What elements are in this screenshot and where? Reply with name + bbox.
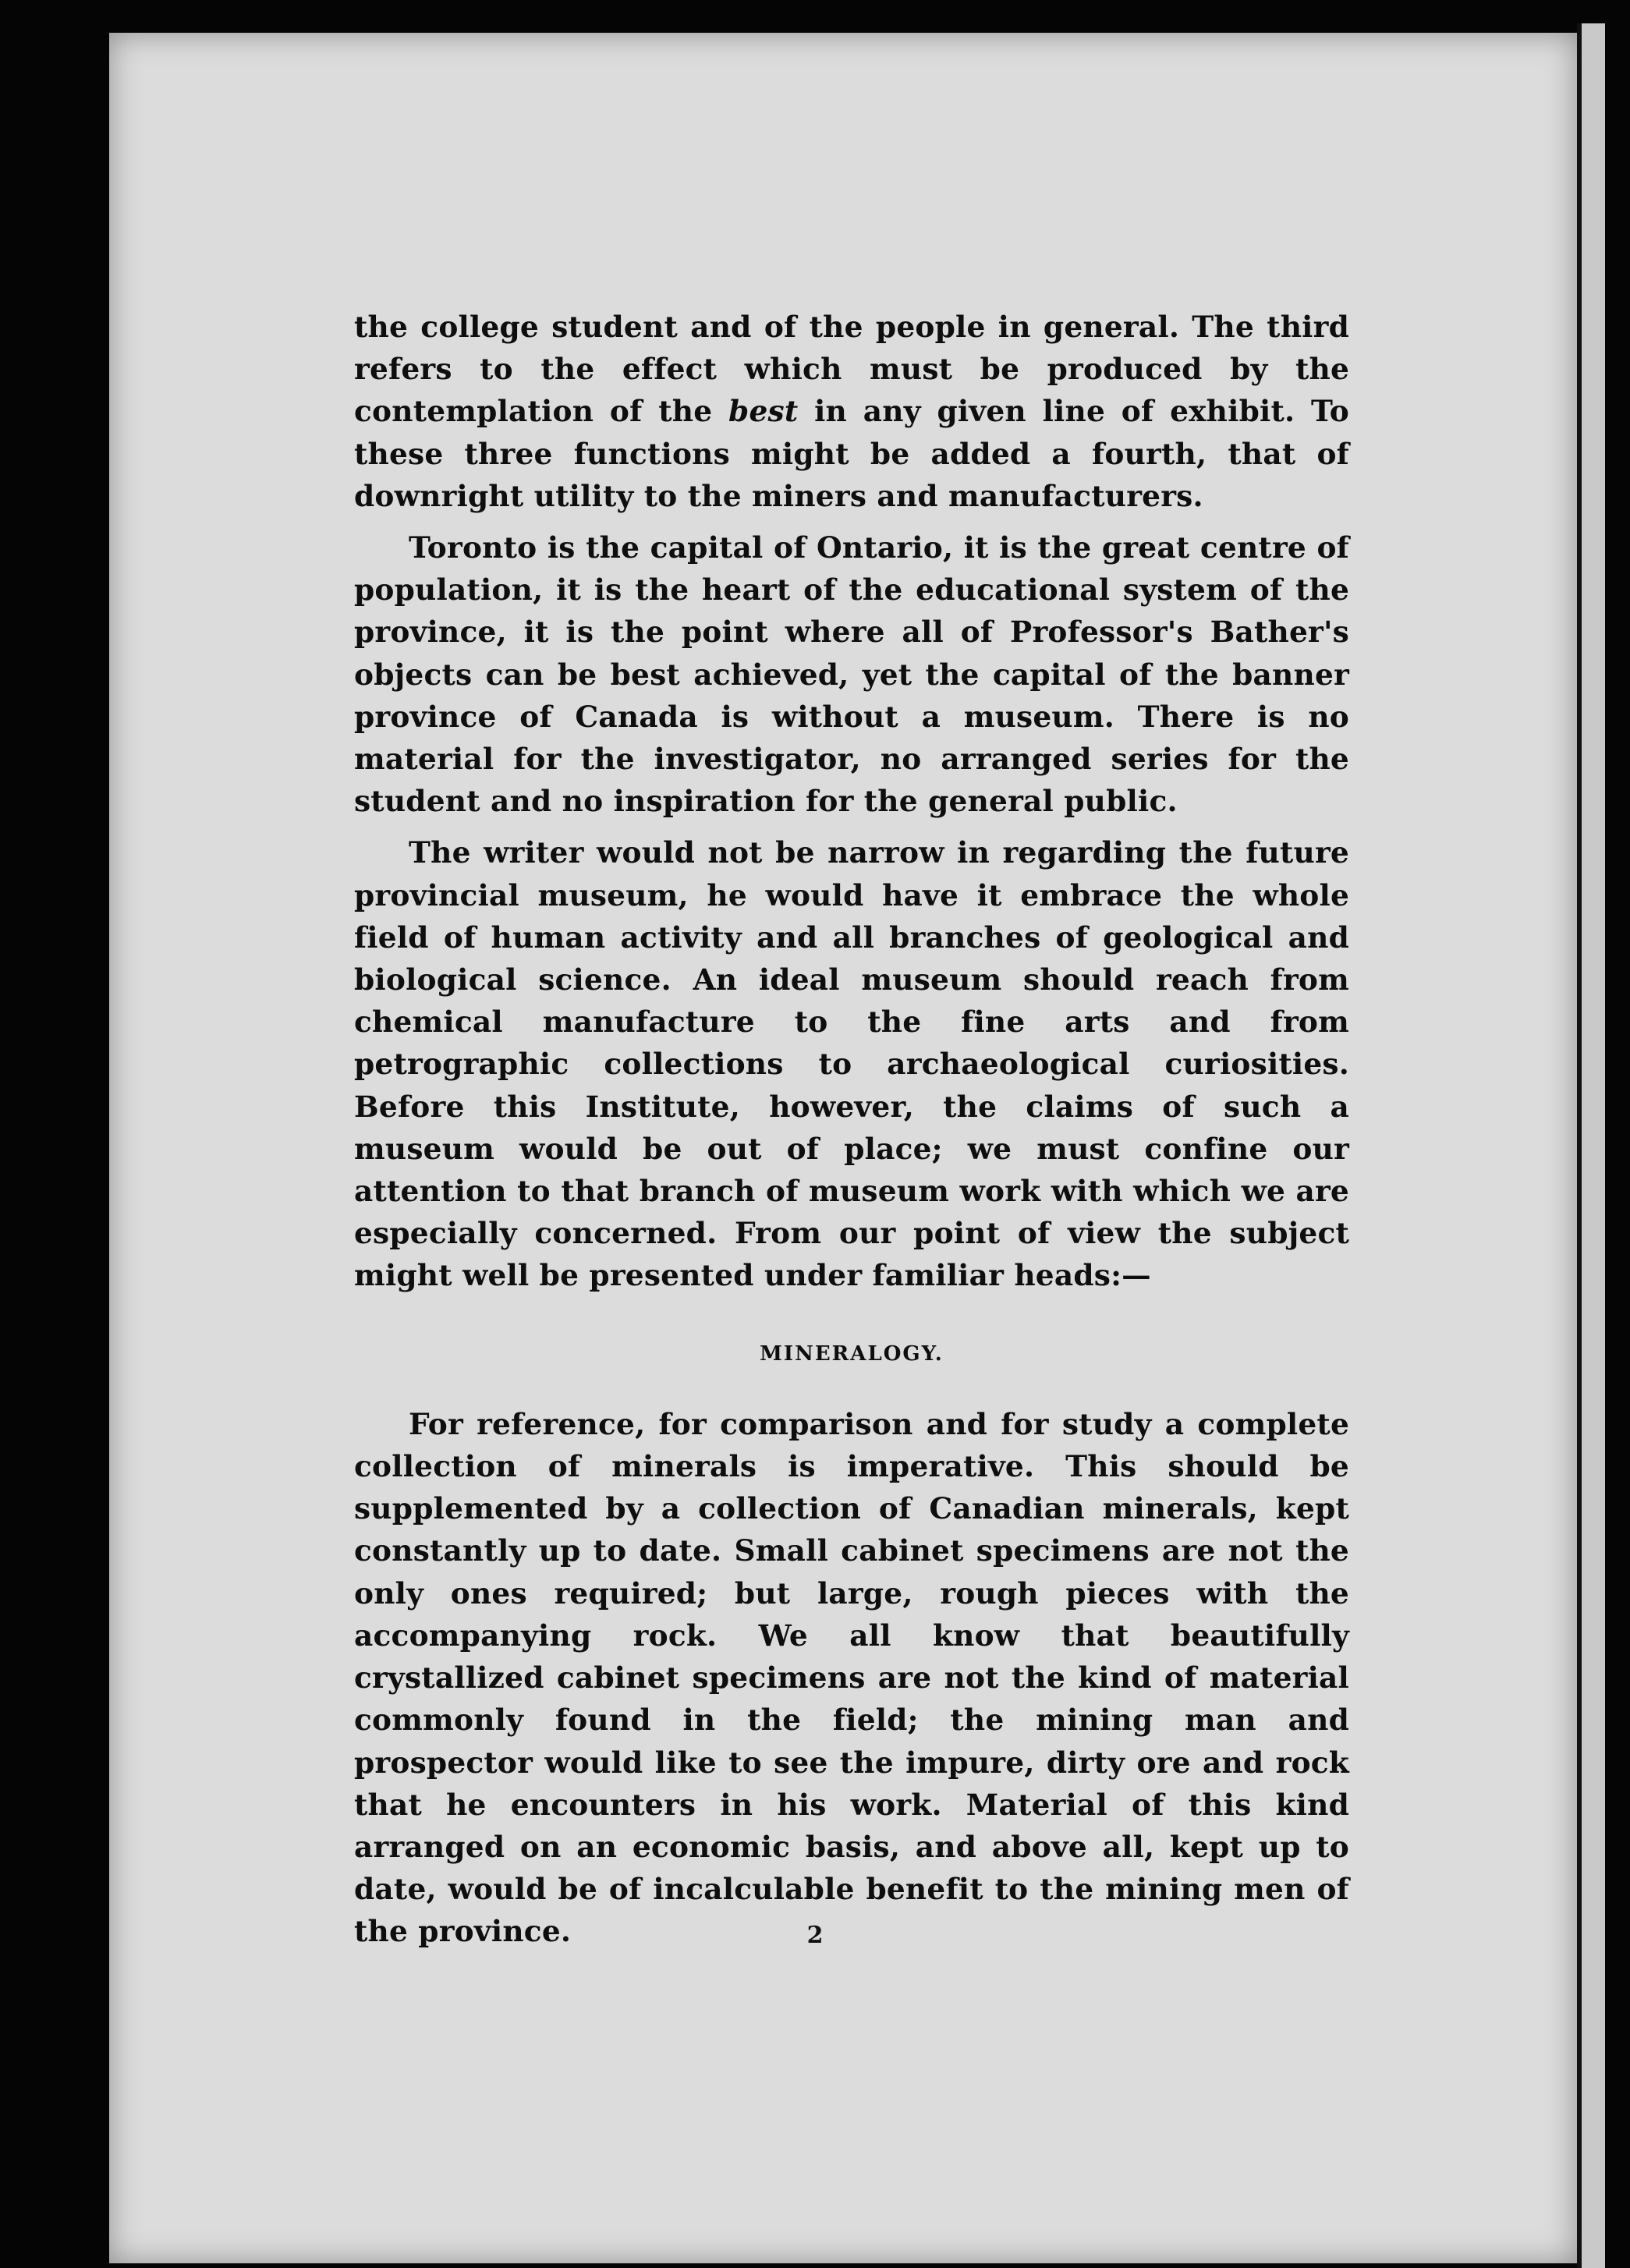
paragraph-mineralogy: For reference, for comparison and for study a complete collection of minerals is imperative. This should be supplemented by a collection of Canadian minerals, kept constantly up to date. Small cabinet specimens are not the only ones required; but large, rough pieces with the accompanying rock. We all know that beautifully crystallized cabinet specimens are not the kind of material commonly found in the field; the mining man and prospector would like to see the impure, dirty ore and rock that he encounters in his work. Material of this kind arranged on an economic basis, and above all, kept up to date, would be of incalculable benefit to the mining men of the province. bbox=[354, 1406, 1349, 1949]
body-text bbox=[354, 306, 1349, 1953]
section-heading: MINERALOGY. bbox=[760, 1341, 944, 1366]
paragraph-1-text-after: in any given line of exhibit. To these three functions might be added a fourth, that of downright utility to the miners and manufacturers. bbox=[354, 394, 1349, 513]
paragraph-continuation bbox=[354, 306, 1349, 517]
paragraph-toronto: Toronto is the capital of Ontario, it is the great centre of population, it is the heart of the educational system of the province, it is the point where all of Professor's Bather's objects can be best achieved, yet the capital of the banner province of Canada is without a museum. There is no material for the investigator, no arranged series for the student and no inspiration for the general public. bbox=[354, 530, 1349, 819]
page-number: 2 bbox=[806, 1922, 824, 1949]
paragraph-writer: The writer would not be narrow in regarding the future provincial museum, he would have it embrace the whole field of human activity and all branches of geological and biological science. An ideal museum should reach from chemical manufacture to the fine arts and from petrographic collections to archaeological curiosities. Before this Institute, however, the claims of such a museum would be out of place; we must confine our attention to that branch of museum work with which we are especially concerned. From our point of view the subject might well be presented under familiar heads:— bbox=[354, 835, 1349, 1293]
paragraph-1-emphasis: best bbox=[728, 394, 799, 429]
paragraph-1-text-before: the college student and of the people in general. The third refers to the effect which must be produced by the contemplation of the bbox=[354, 310, 1349, 429]
